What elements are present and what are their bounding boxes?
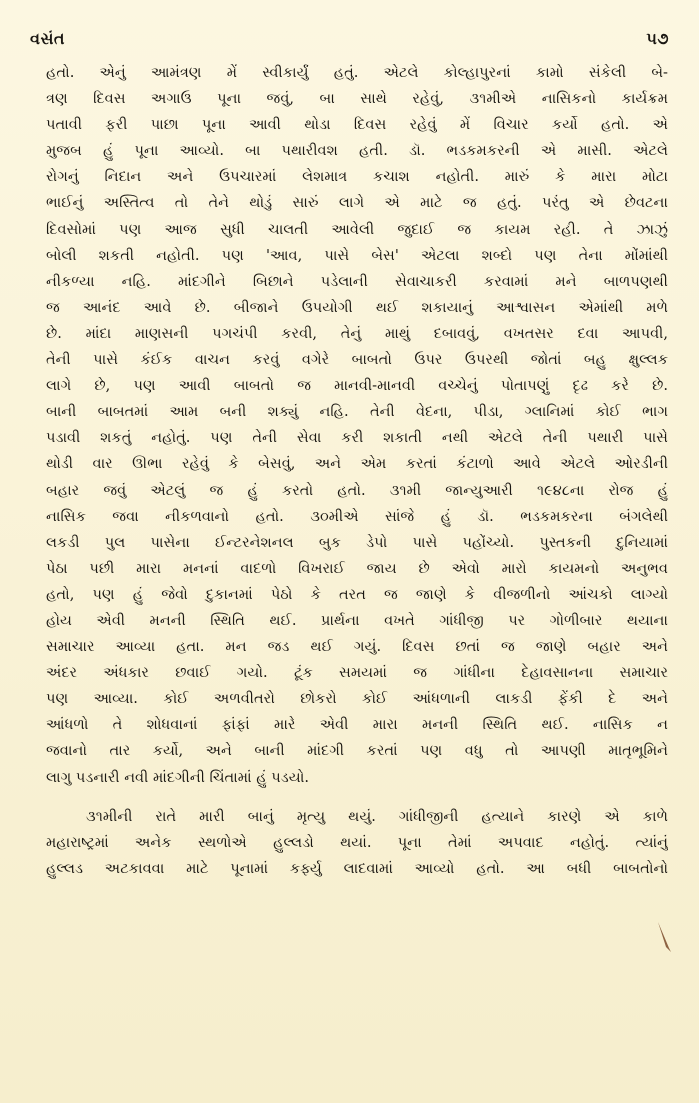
text-line: લકડી પુલ પાસેના ઈન્ટરનેશનલ બુક ડેપો પાસે પહોંચ્યો. પુસ્તકની દુનિયામાં — [46, 533, 668, 551]
text-line: નીકળ્યા નહિ. માંદગીને બિછાને પડેલાની સેવાચાકરી કરવામાં મને બાળપણથી — [46, 272, 668, 290]
text-line: તેની પાસે કંઈક વાચન કરવું વગેરે બાબતો ઉપર ઉપરથી જોતાં બહુ ક્ષુલ્લક — [46, 351, 668, 369]
text-line: મુજબ હું પૂના આવ્યો. બા પથારીવશ હતી. ડૉ. ભડકમકરની એ માસી. એટલે — [46, 142, 668, 160]
text-line: બાની બાબતમાં આમ બની શક્યું નહિ. તેની વેદના, પીડા, ગ્લાનિમાં કોઈ ભાગ — [46, 403, 668, 421]
text-line: લાગે છે, પણ આવી બાબતો જ માનવી-માનવી વચ્ચેનું પોતાપણું દૃઢ કરે છે. — [46, 377, 668, 395]
text-line: ત્રણ દિવસ અગાઉ પૂના જવું, બા સાથે રહેવું, ૩૧મીએ નાસિકનો કાર્યક્રમ — [46, 90, 668, 108]
text-line: નાસિક જવા નીકળવાનો હતો. ૩૦મીએ સાંજે હું ડૉ. ભડકમકરના બંગલેથી — [46, 507, 668, 525]
text-line: ભાઈનું અસ્તિત્વ તો તેને થોડું સારું લાગે એ માટે જ હતું. પરંતુ એ છેવટના — [46, 194, 668, 212]
pencil-mark-icon — [655, 920, 673, 954]
text-line: હતો. એનું આમંત્રણ મેં સ્વીકાર્યું હતું. એટલે કોલ્હાપુરનાં કામો સંકેલી બે- — [46, 64, 668, 81]
text-line: હુલ્લડ અટકાવવા માટે પૂનામાં કર્ફ્યુ લાદવામાં આવ્યો હતો. આ બધી બાબતોનો — [46, 859, 668, 877]
text-line: પેઠા પછી મારા મનનાં વાદળો વિખરાઈ જાય છે એવો મારો કાયમનો અનુભવ — [46, 559, 668, 577]
text-line: છે. માંદા માણસની પગચંપી કરવી, તેનું માથું દબાવવું, વખતસર દવા આપવી, — [46, 324, 668, 342]
text-line: રોગનું નિદાન અને ઉપચારમાં લેશમાત્ર કચાશ નહોતી. મારું કે મારા મોટા — [46, 168, 668, 186]
text-line: અંદર અંધકાર છવાઈ ગયો. ટૂંક સમયમાં જ ગાંધીના દેહાવસાનના સમાચાર — [46, 664, 668, 682]
text-line: હોય એવી મનની સ્થિતિ થઈ. પ્રાર્થના વખતે ગાંધીજી પર ગોળીબાર થયાના — [46, 611, 668, 629]
text-line: જ આનંદ આવે છે. બીજાને ઉપયોગી થઈ શકાયાનું આશ્વાસન એમાંથી મળે — [46, 298, 668, 316]
text-line: હતો, પણ હું જેવો દુકાનમાં પેઠો કે તરત જ જાણે કે વીજળીનો આંચકો લાગ્યો — [46, 585, 668, 603]
paragraph-1 — [46, 60, 668, 791]
text-line: ૩૧મીની રાતે મારી બાનું મૃત્યુ થયું. ગાંધીજીની હત્યાને કારણે એ કાળે — [86, 807, 668, 825]
running-head — [30, 26, 669, 52]
chapter-title: વસંત — [30, 29, 66, 48]
text-line: બહાર જવું એટલું જ હું કરતો હતો. ૩૧મી જાન્યુઆરી ૧૯૪૮ના રોજ હું — [46, 481, 668, 499]
text-line: થોડી વાર ઊભા રહેવું કે બેસવું, અને એમ કરતાં કંટાળો આવે એટલે ઓરડીની — [46, 455, 668, 473]
text-line: આંધળો તે શોધવાનાં ફાંફાં મારે એવી મારા મનની સ્થિતિ થઈ. નાસિક ન — [46, 716, 668, 734]
text-line: પડાવી શકતું નહોતું. પણ તેની સેવા કરી શકાતી નથી એટલે તેની પથારી પાસે — [46, 429, 668, 447]
text-line: પતાવી ફરી પાછા પૂના આવી થોડા દિવસ રહેવું મેં વિચાર કર્યો હતો. એ — [46, 116, 668, 134]
text-line: દિવસોમાં પણ આજ સુધી ચાલતી આવેલી જુદાઈ જ કાયમ રહી. તે ઝાઝું — [46, 220, 668, 238]
text-line: જવાનો તાર કર્યો, અને બાની માંદગી કરતાં પણ વધુ તો આપણી માતૃભૂમિને — [46, 742, 668, 760]
text-line: મહારાષ્ટ્રમાં અનેક સ્થળોએ હુલ્લડો થયાં. પૂના તેમાં અપવાદ નહોતું. ત્યાંનું — [46, 833, 668, 851]
text-line: સમાચાર આવ્યા હતા. મન જડ થઈ ગયું. દિવસ છતાં જ જાણે બહાર અને — [46, 638, 668, 656]
paragraph-2 — [46, 804, 668, 882]
body-text — [46, 60, 668, 882]
text-line: લાગુ પડનારી નવી માંદગીની ચિંતામાં હું પડયો. — [46, 768, 309, 786]
text-line: બોલી શકતી નહોતી. પણ 'આવ, પાસે બેસ' એટલા શબ્દો પણ તેના મોંમાંથી — [46, 246, 668, 264]
text-line: પણ આવ્યા. કોઈ અળવીતરો છોકરો કોઈ આંધળાની લાકડી ફેંકી દે અને — [46, 690, 668, 708]
page-number: ૫૭ — [646, 29, 669, 48]
